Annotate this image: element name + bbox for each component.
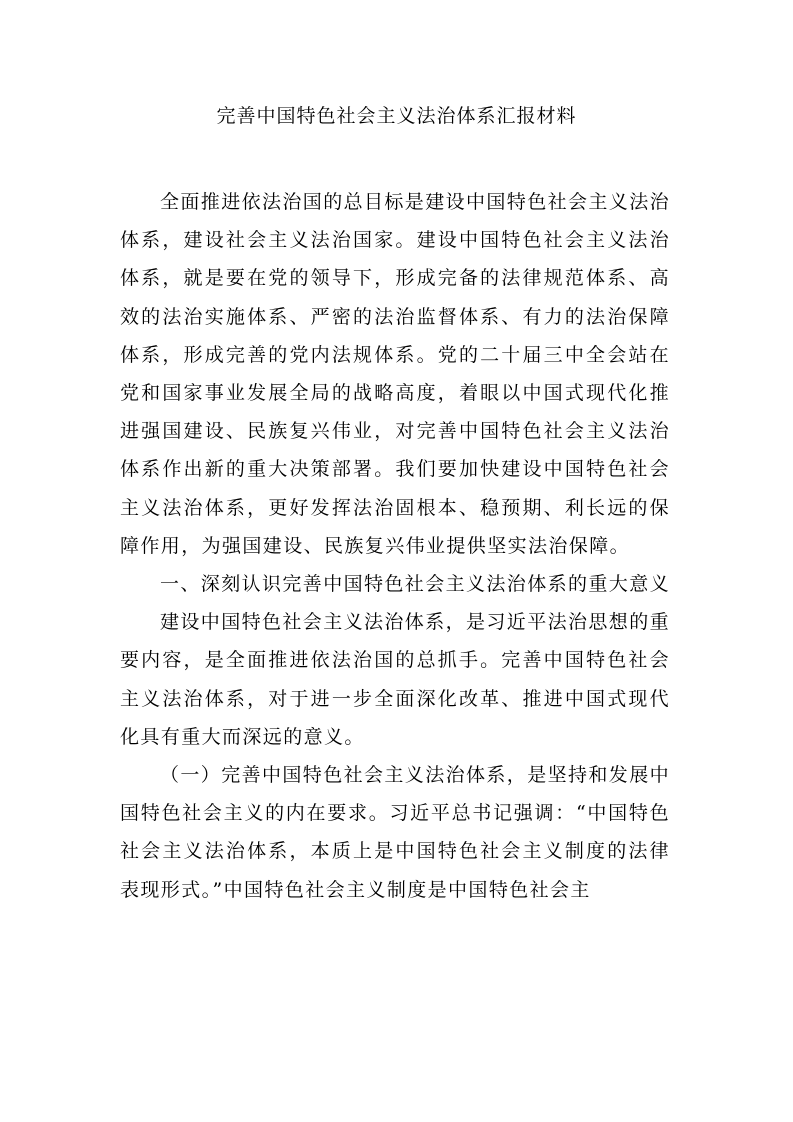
paragraph-intro: 全面推进依法治国的总目标是建设中国特色社会主义法治体系，建设社会主义法治国家。建设中国特色社会主义法治体系，就是要在党的领导下，形成完备的法律规范体系、高效的法治实施体系、严密的法治监督体系、有力的法治保障体系，形成完善的党内法规体系。党的二十届三中全会站在党和国家事业发展全局的战略高度，着眼以中国式现代化推进强国建设、民族复兴伟业，对完善中国特色社会主义法治体系作出新的重大决策部署。我们要加快建设中国特色社会主义法治体系，更好发挥法治固根本、稳预期、利长远的保障作用，为强国建设、民族复兴伟业提供坚实法治保障。: [120, 191, 671, 557]
paragraph-section-1: 建设中国特色社会主义法治体系，是习近平法治思想的重要内容，是全面推进依法治国的总抓手。完善中国特色社会主义法治体系，对于进一步全面深化改革、推进中国式现代化具有重大而深远的意义。: [120, 611, 671, 748]
paragraph-subsection-1: （一）完善中国特色社会主义法治体系，是坚持和发展中国特色社会主义的内在要求。习近平总书记强调：“中国特色社会主义法治体系，本质上是中国特色社会主义制度的法律表现形式。”中国特色社会主义制度是中国特色社会主: [120, 764, 671, 901]
document-title: 完善中国特色社会主义法治体系汇报材料: [216, 105, 577, 127]
document-body: [120, 183, 670, 909]
section-heading-1: 一、深刻认识完善中国特色社会主义法治体系的重大意义: [160, 573, 671, 596]
